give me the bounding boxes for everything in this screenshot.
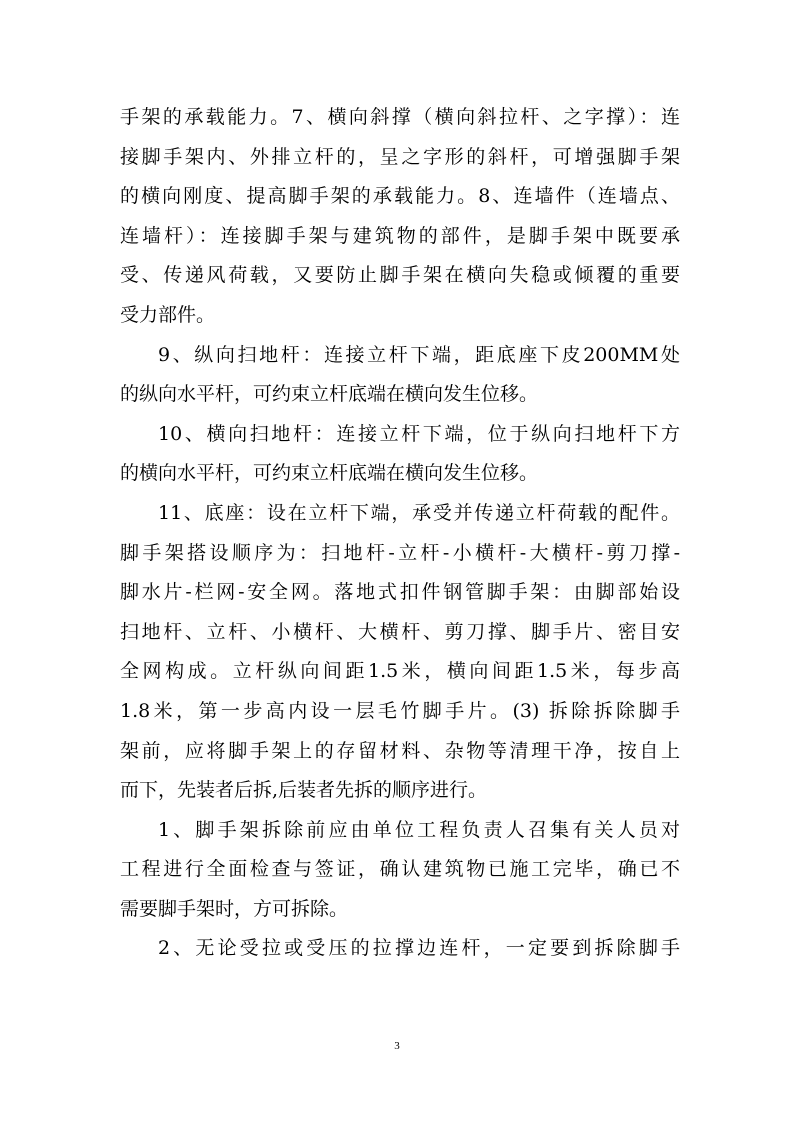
text-line: 全网构成。立杆纵向间距1.5米，横向间距1.5米，每步高 bbox=[120, 660, 680, 683]
text-line: 1.8米，第一步高内设一层毛竹脚手片。(3) 拆除拆除脚手 bbox=[120, 699, 680, 722]
text-line: 10、横向扫地杆：连接立杆下端，位于纵向扫地杆下方 bbox=[158, 422, 680, 445]
text-line: 脚手架搭设顺序为：扫地杆-立杆-小横杆-大横杆-剪刀撑- bbox=[120, 541, 680, 564]
text-line: 工程进行全面检查与签证，确认建筑物已施工完毕，确已不 bbox=[120, 858, 680, 881]
text-line: 需要脚手架时，方可拆除。 bbox=[120, 897, 349, 920]
text-line: 的横向水平杆，可约束立杆底端在横向发生位移。 bbox=[120, 462, 539, 485]
text-line: 的横向刚度、提高脚手架的承载能力。8、连墙件（连墙点、 bbox=[120, 185, 680, 208]
text-line: 手架的承载能力。7、横向斜撑（横向斜拉杆、之字撑）：连 bbox=[120, 106, 680, 128]
body-text bbox=[120, 98, 680, 969]
text-line: 11、底座：设在立杆下端，承受并传递立杆荷载的配件。 bbox=[158, 501, 680, 524]
page-number: 3 bbox=[394, 1040, 400, 1052]
text-line: 受力部件。 bbox=[120, 303, 216, 326]
text-line: 接脚手架内、外排立杆的，呈之字形的斜杆，可增强脚手架 bbox=[120, 145, 680, 168]
text-line: 而下，先装者后拆,后装者先拆的顺序进行。 bbox=[120, 779, 488, 802]
text-line: 扫地杆、立杆、小横杆、大横杆、剪刀撑、脚手片、密目安 bbox=[120, 620, 680, 643]
text-line: 1、脚手架拆除前应由单位工程负责人召集有关人员对 bbox=[158, 818, 680, 841]
text-line: 连墙杆）：连接脚手架与建筑物的部件，是脚手架中既要承 bbox=[120, 224, 680, 247]
text-line: 2、无论受拉或受压的拉撑边连杆，一定要到拆除脚手 bbox=[158, 937, 680, 960]
text-line: 的纵向水平杆，可约束立杆底端在横向发生位移。 bbox=[120, 383, 539, 406]
text-line: 架前，应将脚手架上的存留材料、杂物等清理干净，按自上 bbox=[120, 739, 680, 762]
text-line: 受、传递风荷载，又要防止脚手架在横向失稳或倾覆的重要 bbox=[120, 264, 680, 287]
text-line: 脚水片-栏网-安全网。落地式扣件钢管脚手架：由脚部始设 bbox=[120, 581, 680, 604]
text-line: 9、纵向扫地杆：连接立杆下端，距底座下皮200MM处 bbox=[158, 343, 680, 366]
